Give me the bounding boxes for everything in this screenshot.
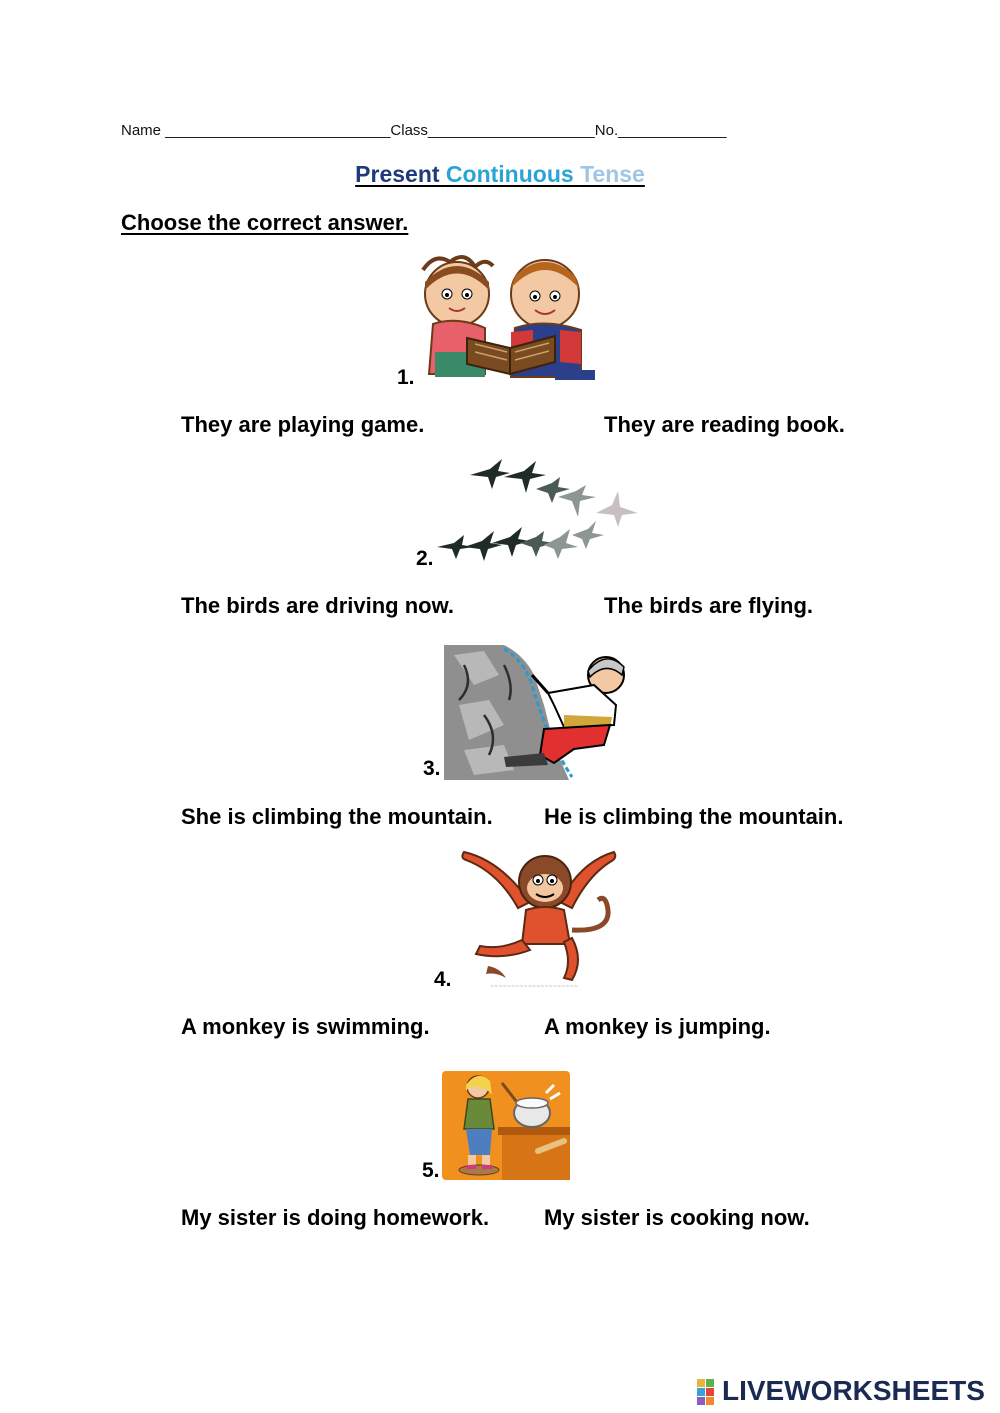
title-word-tense: Tense [580, 161, 645, 187]
liveworksheets-logo-icon [697, 1379, 723, 1405]
question-number: 1. [397, 366, 415, 389]
instruction: Choose the correct answer. [121, 210, 409, 235]
option-a[interactable]: A monkey is swimming. [181, 1014, 430, 1039]
option-a[interactable]: My sister is doing homework. [181, 1205, 490, 1230]
option-a[interactable]: The birds are driving now. [181, 593, 455, 618]
question-number: 3. [423, 757, 441, 780]
question-number: 4. [434, 968, 452, 991]
option-b[interactable]: He is climbing the mountain. [544, 804, 844, 829]
liveworksheets-brand: LIVEWORKSHEETS [722, 1375, 985, 1406]
girl-cooking-picture [442, 1071, 570, 1180]
question-number: 2. [416, 547, 434, 570]
option-b[interactable]: They are reading book. [604, 412, 845, 437]
option-b[interactable]: The birds are flying. [604, 593, 814, 618]
title-word-continuous: Continuous [445, 161, 581, 187]
option-a[interactable]: She is climbing the mountain. [181, 804, 493, 829]
option-b[interactable]: A monkey is jumping. [544, 1014, 771, 1039]
man-climbing-rock-picture [444, 645, 629, 780]
children-reading-book-picture [415, 252, 605, 387]
flying-birds-picture [432, 455, 647, 573]
option-b[interactable]: My sister is cooking now. [544, 1205, 810, 1230]
svg-text:~~~~~~~~~~~~~~~~~~~~~: ~~~~~~~~~~~~~~~~~~~~~ [490, 984, 578, 990]
student-info-line: Name ___________________________Class____________________No._____________ [121, 122, 727, 139]
option-a[interactable]: They are playing game. [181, 412, 425, 437]
title-word-present: Present [355, 161, 446, 187]
worksheet-title [0, 161, 1000, 188]
jumping-monkey-picture [460, 850, 618, 992]
question-number: 5. [422, 1159, 440, 1182]
